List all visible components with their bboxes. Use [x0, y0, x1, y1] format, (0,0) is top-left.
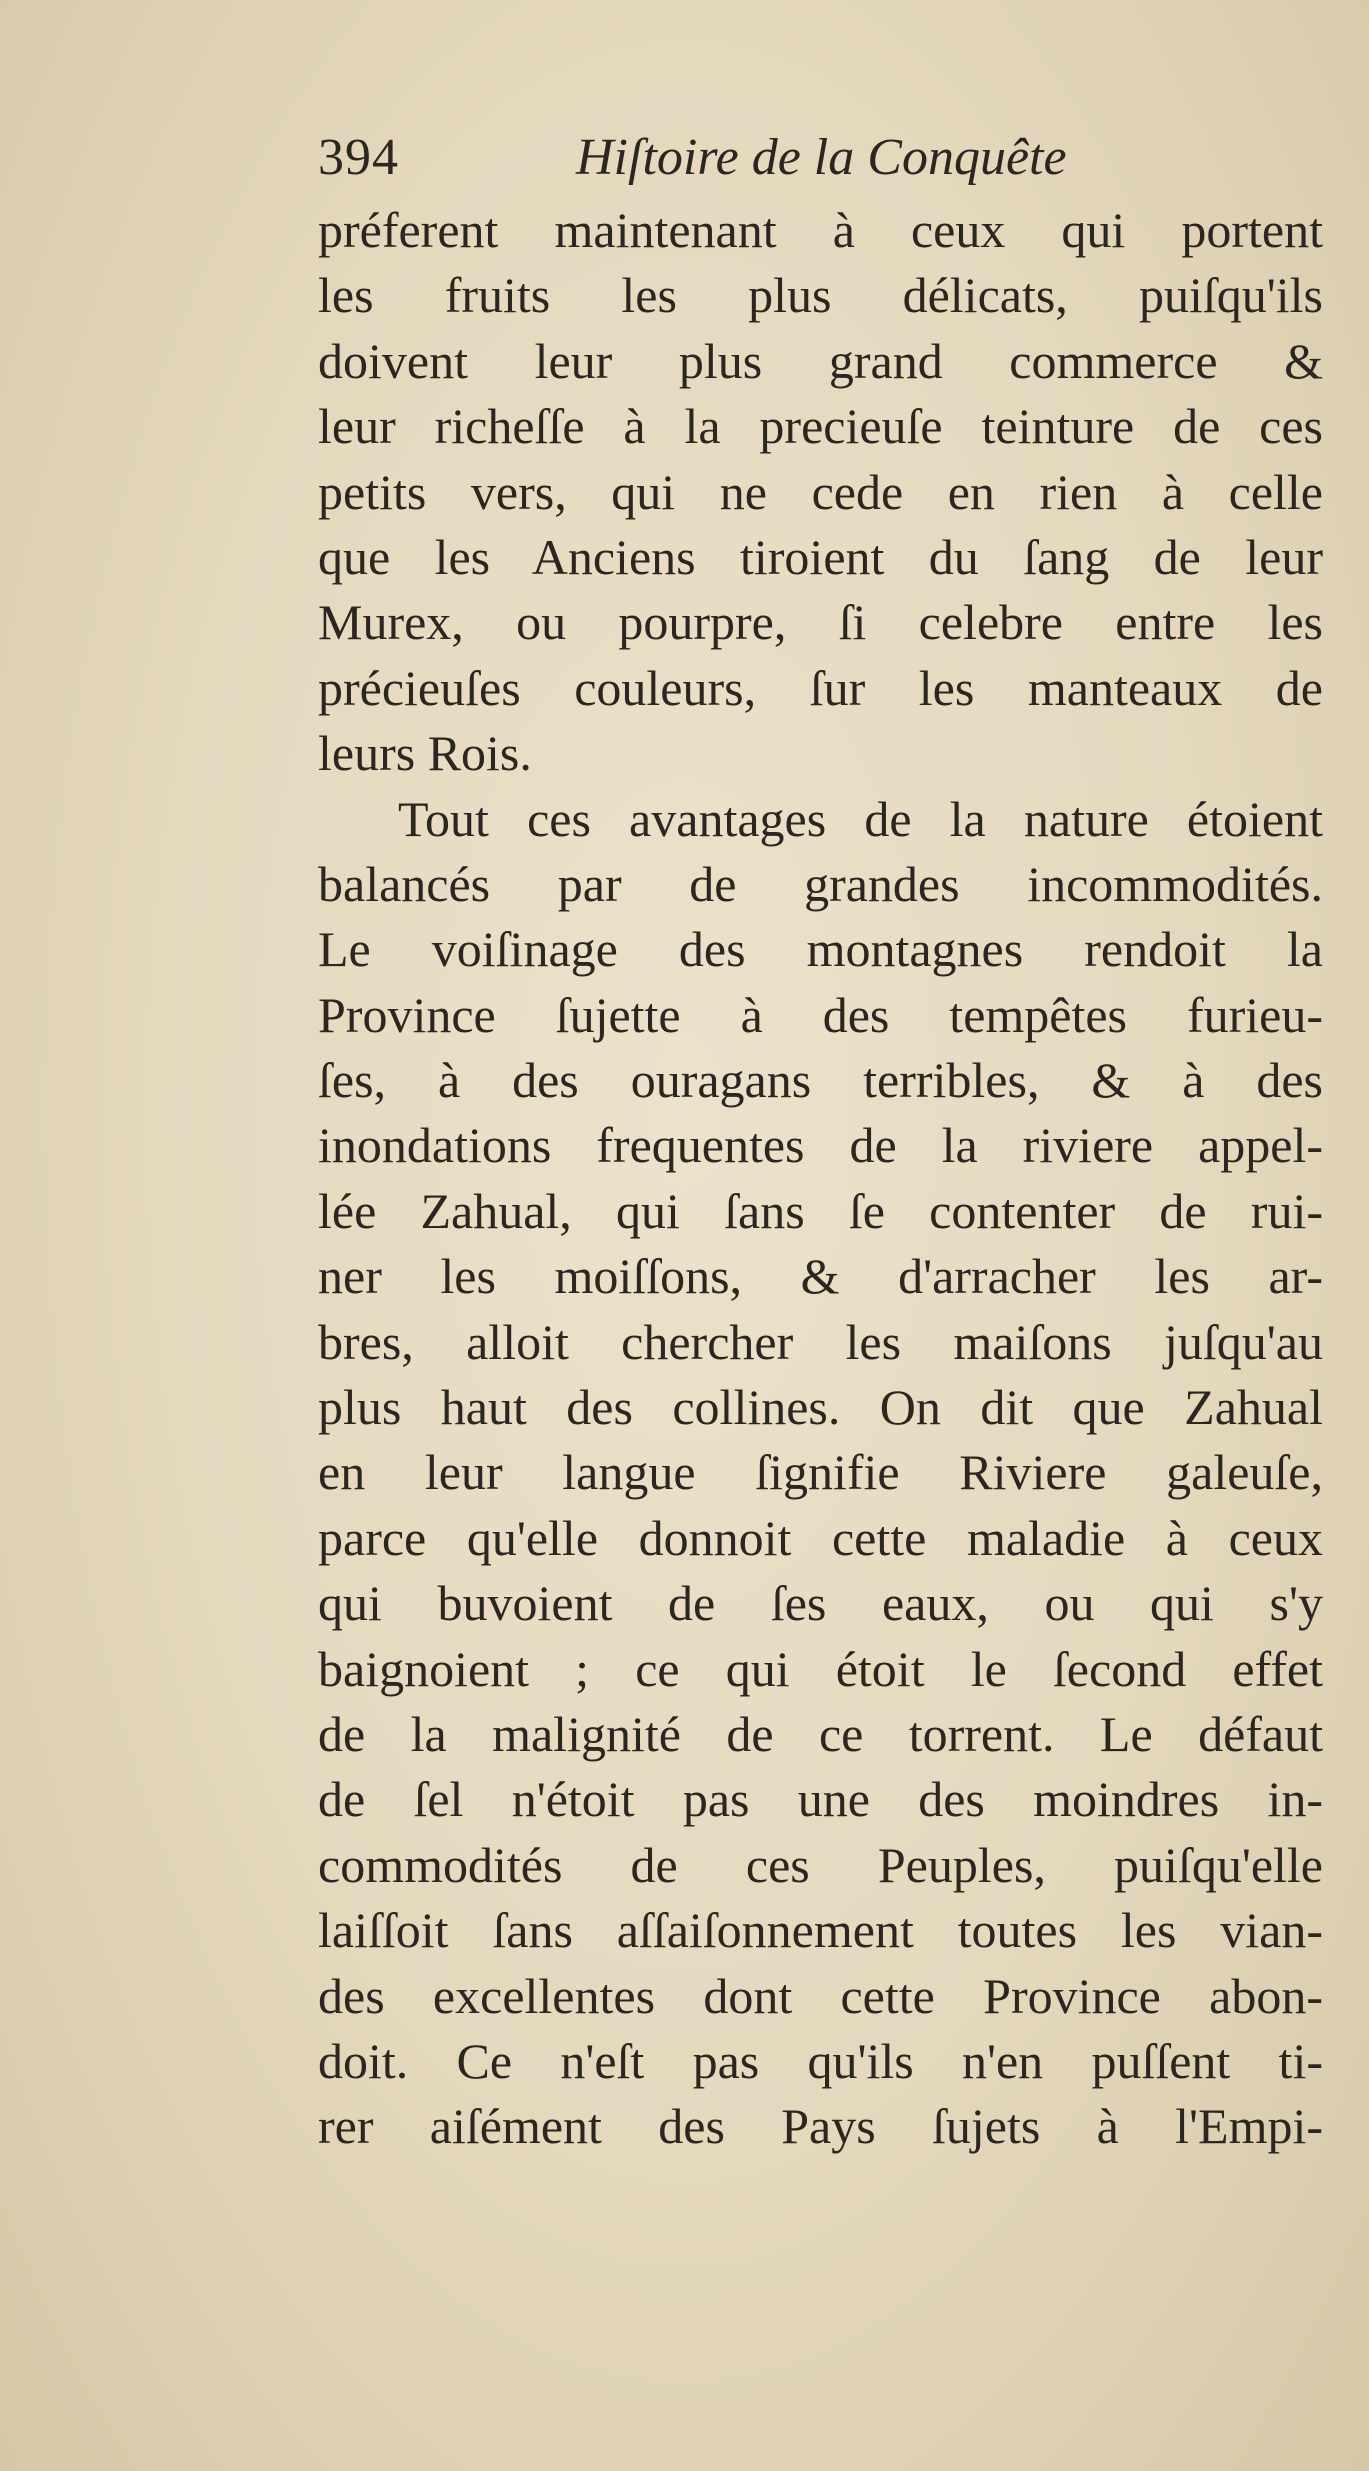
text-line: de ſel n'étoit pas une des moindres in- — [318, 1771, 1323, 1828]
text-line: que les Anciens tiroient du ſang de leur — [318, 528, 1323, 585]
body-text — [318, 198, 1323, 2160]
text-line: en leur langue ſignifie Riviere galeuſe, — [318, 1444, 1323, 1501]
text-line: ner les moiſſons, & d'arracher les ar- — [318, 1248, 1323, 1305]
text-line: laiſſoit ſans aſſaiſonnement toutes les vian- — [318, 1902, 1323, 1959]
page-number: 394 — [318, 129, 399, 186]
running-head — [318, 128, 1318, 208]
text-line: petits vers, qui ne cede en rien à celle — [318, 463, 1323, 520]
text-line: balancés par de grandes incommodités. — [318, 855, 1323, 912]
text-line: préferent maintenant à ceux qui portent — [318, 202, 1323, 258]
text-line: Murex, ou pourpre, ſi celebre entre les — [318, 594, 1323, 651]
paragraph-start-line: Tout ces avantages de la nature étoient — [398, 790, 1323, 847]
text-line: parce qu'elle donnoit cette maladie à ceux — [318, 1509, 1323, 1566]
text-line: doit. Ce n'eſt pas qu'ils n'en puſſent ti- — [318, 2032, 1323, 2089]
text-line: leur richeſſe à la precieuſe teinture de ces — [318, 398, 1323, 455]
text-line: leurs Rois. — [318, 725, 532, 782]
text-line: plus haut des collines. On dit que Zahual — [318, 1379, 1323, 1436]
text-line: rer aiſément des Pays ſujets à l'Empi- — [318, 2098, 1323, 2155]
text-line: les fruits les plus délicats, puiſqu'ils — [318, 267, 1323, 324]
text-line: précieuſes couleurs, ſur les manteaux de — [318, 659, 1323, 716]
text-line: Province ſujette à des tempêtes furieu- — [318, 986, 1323, 1043]
text-line: qui buvoient de ſes eaux, ou qui s'y — [318, 1575, 1323, 1632]
text-line: inondations frequentes de la riviere appel- — [318, 1117, 1323, 1174]
text-line: bres, alloit chercher les maiſons juſqu'au — [318, 1313, 1323, 1370]
text-line: lée Zahual, qui ſans ſe contenter de rui- — [318, 1182, 1323, 1239]
text-line: baignoient ; ce qui étoit le ſecond effet — [318, 1640, 1323, 1697]
text-line: des excellentes dont cette Province abon- — [318, 1967, 1323, 2024]
text-line: commodités de ces Peuples, puiſqu'elle — [318, 1836, 1323, 1893]
running-title: Hiſtoire de la Conquête — [576, 129, 1067, 186]
text-line: de la malignité de ce torrent. Le défaut — [318, 1705, 1323, 1762]
text-line: Le voiſinage des montagnes rendoit la — [318, 921, 1323, 978]
text-line: doivent leur plus grand commerce & — [318, 332, 1323, 389]
text-line: ſes, à des ouragans terribles, & à des — [318, 1052, 1323, 1109]
